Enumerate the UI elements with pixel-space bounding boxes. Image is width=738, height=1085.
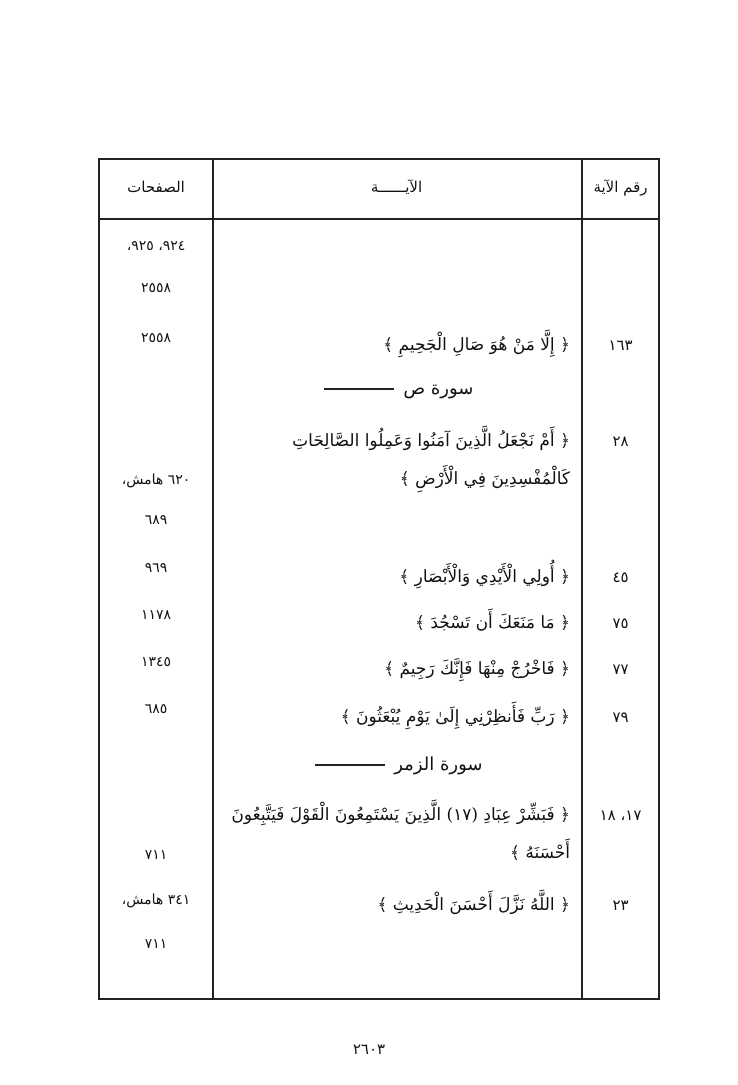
decorative-rule — [324, 388, 394, 390]
page-ref: ٦٢٠ هامش، — [121, 472, 191, 488]
surah-title: سورة ص — [403, 378, 474, 399]
decorative-rule — [315, 764, 385, 766]
verse-number: ٧٥ — [612, 614, 629, 632]
verse-number: ٧٧ — [612, 660, 629, 678]
index-table — [98, 158, 660, 1000]
verse-number: ٢٨ — [612, 432, 629, 450]
page-ref: ٧١١ — [144, 847, 168, 863]
header-pages: الصفحات — [127, 178, 185, 196]
surah-heading — [212, 378, 581, 399]
verse-number: ١٧، ١٨ — [599, 806, 642, 824]
page-ref: ٦٨٥ — [144, 701, 168, 717]
page-ref: ١١٧٨ — [140, 607, 172, 623]
verse-text: ﴿ إِلَّا مَنْ هُوَ صَالِ الْجَحِيمِ ﴾ — [383, 335, 570, 355]
header-verse-number: رقم الآية — [593, 178, 648, 196]
page-ref: ٧١١ — [144, 936, 168, 952]
surah-title: سورة الزمر — [394, 754, 483, 775]
page-ref: ٣٤١ هامش، — [121, 892, 191, 908]
page-number: ٢٦٠٣ — [352, 1040, 386, 1058]
header-divider — [100, 218, 658, 220]
verse-text: ﴿ فَبَشِّرْ عِبَادِ (١٧) الَّذِينَ يَسْتَمِعُونَ الْقَوْلَ فَيَتَّبِعُونَ أَحْسَنَهُ ﴾ — [231, 805, 570, 863]
verse-number: ٧٩ — [612, 708, 629, 726]
page-ref: ٢٥٥٨ — [140, 330, 172, 346]
header-verse: الآيــــــة — [370, 178, 423, 196]
verse-number: ١٦٣ — [608, 336, 633, 354]
verse-text: ﴿ أَمْ نَجْعَلُ الَّذِينَ آمَنُوا وَعَمِلُوا الصَّالِحَاتِ كَالْمُفْسِدِينَ فِي الْأَرْضِ ﴾ — [292, 431, 570, 489]
verse-text: ﴿ رَبِّ فَأَنظِرْنِي إِلَىٰ يَوْمِ يُبْعَثُونَ ﴾ — [340, 707, 570, 727]
verse-text: ﴿ اللَّهُ نَزَّلَ أَحْسَنَ الْحَدِيثِ ﴾ — [377, 895, 570, 915]
page-ref: ٢٥٥٨ — [140, 280, 172, 296]
page-ref: ٦٨٩ — [144, 512, 168, 528]
verse-number: ٢٣ — [612, 896, 629, 914]
verse-text: ﴿ فَاخْرُجْ مِنْهَا فَإِنَّكَ رَجِيمٌ ﴾ — [384, 659, 570, 679]
verse-number: ٤٥ — [612, 568, 629, 586]
verse-text: ﴿ أُولِي الْأَيْدِي وَالْأَبْصَارِ ﴾ — [399, 567, 570, 587]
verse-text: ﴿ مَا مَنَعَكَ أَن تَسْجُدَ ﴾ — [415, 613, 570, 633]
column-divider — [212, 160, 214, 998]
page-ref: ١٣٤٥ — [140, 654, 172, 670]
surah-heading — [212, 754, 581, 775]
page-ref: ٩٢٤، ٩٢٥، — [126, 238, 186, 254]
page-ref: ٩٦٩ — [144, 560, 168, 576]
